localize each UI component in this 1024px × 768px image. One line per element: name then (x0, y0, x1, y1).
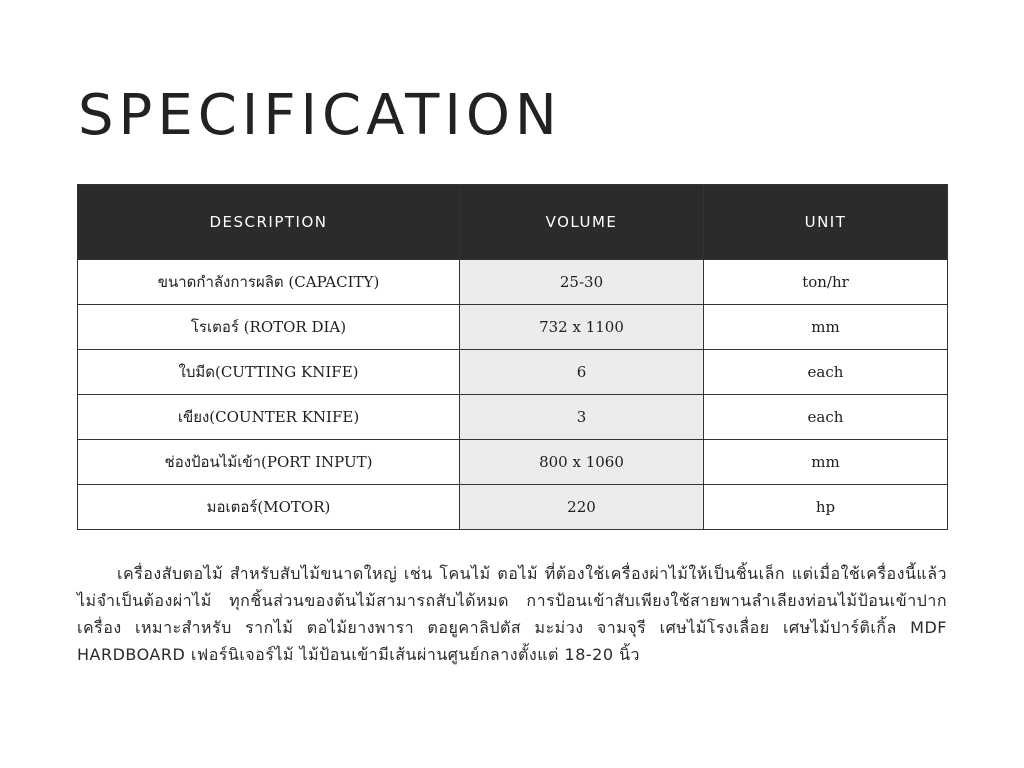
cell-unit: ton/hr (704, 260, 948, 305)
cell-volume: 6 (460, 350, 704, 395)
cell-volume: 3 (460, 395, 704, 440)
page-title: SPECIFICATION (78, 83, 562, 148)
cell-description: โรเตอร์ (ROTOR DIA) (78, 305, 460, 350)
cell-unit: each (704, 395, 948, 440)
cell-volume: 25-30 (460, 260, 704, 305)
cell-volume: 732 x 1100 (460, 305, 704, 350)
column-header-description: DESCRIPTION (78, 185, 460, 260)
table-row (78, 260, 948, 305)
table-row (78, 485, 948, 530)
table-row (78, 395, 948, 440)
cell-unit: hp (704, 485, 948, 530)
cell-description: เขียง(COUNTER KNIFE) (78, 395, 460, 440)
cell-volume: 800 x 1060 (460, 440, 704, 485)
table-header-row (78, 185, 948, 260)
cell-unit: each (704, 350, 948, 395)
cell-description: ขนาดกำลังการผลิต (CAPACITY) (78, 260, 460, 305)
cell-description: ใบมีด(CUTTING KNIFE) (78, 350, 460, 395)
cell-description: ช่องป้อนไม้เข้า(PORT INPUT) (78, 440, 460, 485)
cell-volume: 220 (460, 485, 704, 530)
column-header-unit: UNIT (704, 185, 948, 260)
description-paragraph: เครื่องสับตอไม้ สำหรับสับไม้ขนาดใหญ่ เช่น โคนไม้ ตอไม้ ที่ต้องใช้เครื่องผ่าไม้ให้เป็นชิ้นเล็ก แต่เมื่อใช้เครื่องนี้แล้วไม่จำเป็นต้องผ่าไม้ ทุกชิ้นส่วนของต้นไม้สามารถสับได้หมด การป้อนเข้าสับเพียงใช้สายพานลำเลียงท่อนไม้ป้อนเข้าปากเครื่อง เหมาะสำหรับ รากไม้ ตอไม้ยางพารา ตอยูคาลิปตัส มะม่วง จามจุรี เศษไม้โรงเลื่อย เศษไม้ปาร์ติเกิ้ล MDF HARDBOARD เฟอร์นิเจอร์ไม้ ไม้ป้อนเข้ามีเส้นผ่านศูนย์กลางตั้งแต่ 18-20 นิ้ว (77, 564, 947, 664)
table-row (78, 350, 948, 395)
table-row (78, 305, 948, 350)
column-header-volume: VOLUME (460, 185, 704, 260)
cell-description: มอเตอร์(MOTOR) (78, 485, 460, 530)
specification-table (77, 184, 948, 530)
cell-unit: mm (704, 440, 948, 485)
cell-unit: mm (704, 305, 948, 350)
table-row (78, 440, 948, 485)
